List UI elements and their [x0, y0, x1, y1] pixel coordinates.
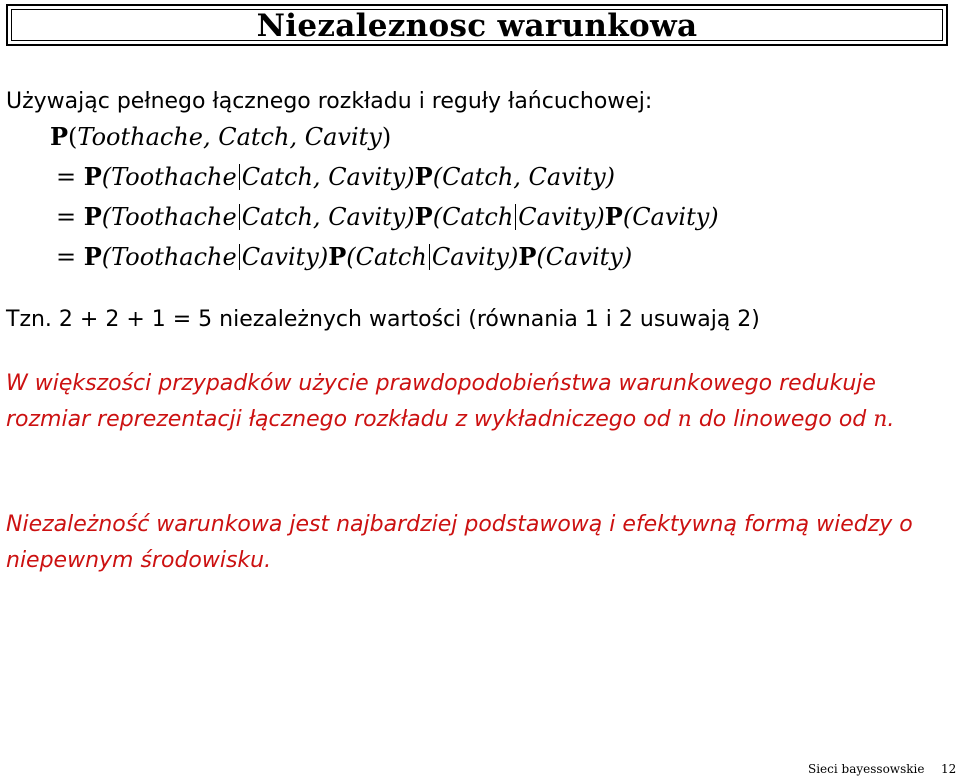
variable-n: n [677, 407, 692, 432]
equation-line-2 [56, 203, 719, 231]
conclusion-paragraph: Niezależność warunkowa jest najbardziej podstawową i efektywną formą wiedzy o niepewnym środowisku. [6, 512, 913, 573]
footer-label: Sieci bayessowskie [808, 762, 925, 776]
prob-operator: P [414, 162, 433, 191]
equation-line-1 [56, 163, 615, 191]
prob-operator: P [83, 162, 102, 191]
term: (Catch [346, 243, 427, 271]
prob-operator: P [50, 122, 69, 151]
term: Cavity) [518, 203, 605, 231]
reduction-text-3: . [887, 407, 895, 432]
conditional-bar [429, 244, 430, 270]
term: (Cavity) [622, 203, 719, 231]
equation-line-3 [56, 243, 632, 271]
term: Cavity) [241, 243, 329, 271]
reduction-paragraph [6, 366, 956, 438]
equals-sign: = [56, 163, 84, 191]
title-frame [6, 4, 948, 46]
variables: Toothache, Catch, Cavity [77, 123, 382, 151]
term: (Toothache [101, 243, 237, 271]
reduction-text-1: W większości przypadków użycie prawdopodobieństwa warunkowego redukuje rozmiar reprezentacji łącznego rozkładu z wykładniczego od [6, 371, 876, 432]
term: (Catch, Cavity) [432, 163, 616, 191]
prob-operator: P [83, 202, 102, 231]
term: (Toothache [101, 203, 237, 231]
equation-line-0 [50, 123, 391, 151]
paren-open: ( [68, 123, 78, 151]
conditional-bar [515, 204, 516, 230]
term: (Catch [432, 203, 514, 231]
paren-close: ) [381, 123, 392, 151]
independent-values-note: Tzn. 2 + 2 + 1 = 5 niezależnych wartości (równania 1 i 2 usuwają 2) [6, 307, 760, 332]
term: (Toothache [101, 163, 237, 191]
conditional-bar [239, 164, 240, 190]
equals-sign: = [56, 203, 84, 231]
conditional-bar [239, 244, 240, 270]
equals-sign: = [56, 243, 84, 271]
prob-operator: P [518, 242, 537, 271]
intro-text: Używając pełnego łącznego rozkładu i reguły łańcuchowej: [6, 89, 653, 114]
conditional-bar [239, 204, 240, 230]
page-number: 12 [941, 762, 957, 776]
prob-operator: P [414, 202, 433, 231]
term: Catch, Cavity) [241, 163, 415, 191]
prob-operator: P [328, 242, 347, 271]
reduction-text-2: do linowego od [691, 407, 874, 432]
prob-operator: P [83, 242, 102, 271]
term: Cavity) [431, 243, 519, 271]
slide-title: Niezaleznosc warunkowa [256, 8, 698, 44]
variable-n: n [873, 407, 888, 432]
term: (Cavity) [536, 243, 633, 271]
term: Catch, Cavity) [241, 203, 415, 231]
prob-operator: P [604, 202, 623, 231]
